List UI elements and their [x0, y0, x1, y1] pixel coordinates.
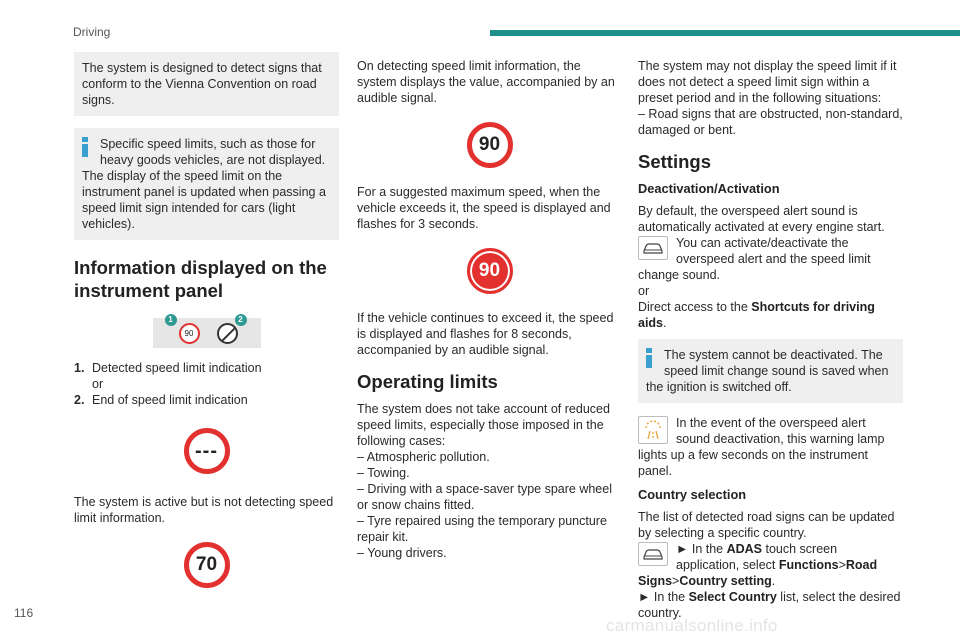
select-country-step: ► In the Select Country list, select the desired country. [638, 590, 901, 620]
info-speed-limits-text: Specific speed limits, such as those for heavy goods vehicles, are not displayed. The display of the speed limit on the instrument panel is updated when passing a speed limit sign intended for cars (light vehicles). [82, 137, 326, 231]
speed-90-flashing-sign-icon: 90 [467, 248, 513, 294]
car-icon [638, 542, 668, 566]
direct-access-text: Direct access to the Shortcuts for driving aids. [638, 300, 875, 330]
column-1 [74, 52, 339, 588]
country-list-text: The list of detected road signs can be updated by selecting a specific country. [638, 510, 895, 540]
obstructed-signs-item: – Road signs that are obstructed, non-standard, damaged or bent. [638, 107, 903, 137]
adas-step: ► In the ADAS touch screen application, select Functions>Road Signs>Country setting. [638, 542, 878, 588]
end-limit-icon [217, 323, 238, 344]
list-item: – Driving with a space-saver type spare wheel or snow chains fitted. [357, 482, 612, 512]
heading-instrument-panel: Information displayed on the instrument panel [74, 257, 327, 301]
note-box-vienna [74, 52, 339, 116]
list-item: 1. Detected speed limit indication [74, 361, 262, 375]
heading-operating-limits: Operating limits [357, 371, 498, 392]
speed-70-sign-icon: 70 [184, 542, 230, 588]
overspeed-warning-lamp-icon [638, 416, 668, 444]
may-not-display-text: The system may not display the speed limit if it does not detect a speed limit sign within a preset period and in the following situations: [638, 59, 897, 105]
car-icon [638, 236, 668, 260]
info-box-speed-limits [74, 128, 339, 240]
header-accent-bar [490, 30, 960, 36]
default-sound-text: By default, the overspeed alert sound is automatically activated at every engine start. [638, 204, 885, 234]
page-number: 116 [14, 606, 34, 620]
info-icon [646, 348, 654, 368]
note-vienna-text: The system is designed to detect signs that conform to the Vienna Convention on road signs. [82, 61, 322, 107]
column-3 [638, 52, 903, 621]
list-item: – Tyre repaired using the temporary puncture repair kit. [357, 514, 607, 544]
watermark: carmanualsonline.info [606, 616, 778, 635]
subheading-country-selection: Country selection [638, 487, 747, 502]
warning-lamp-para: In the event of the overspeed alert sound deactivation, this warning lamp lights up a few seconds on the instrument panel. [638, 416, 885, 478]
section-title: Driving [73, 25, 111, 39]
speed-90-sign-icon: 90 [467, 122, 513, 168]
list-item: 2. End of speed limit indication [74, 393, 248, 407]
list-item: – Towing. [357, 466, 410, 480]
column-2 [357, 52, 622, 561]
cases-list [357, 449, 622, 561]
info-icon [82, 137, 90, 157]
limits-intro-text: The system does not take account of reduced speed limits, especially those imposed in the following cases: [357, 402, 610, 448]
list-item: – Atmospheric pollution. [357, 450, 490, 464]
or-text: or [638, 284, 650, 298]
badge-1: 1 [165, 314, 177, 326]
indication-list [74, 360, 339, 408]
badge-2: 2 [235, 314, 247, 326]
no-limit-sign-icon: --- [184, 428, 230, 474]
continue-exceed-text: If the vehicle continues to exceed it, the speed is displayed and flashes for 8 seconds, accompanied by an audible signal. [357, 311, 614, 357]
list-item: – Young drivers. [357, 546, 447, 560]
heading-settings: Settings [638, 151, 711, 172]
active-not-detecting-text: The system is active but is not detecting speed limit information. [74, 495, 334, 525]
list-item-or: or [92, 377, 104, 391]
activate-para: You can activate/deactivate the overspeed alert and the speed limit change sound. [638, 236, 871, 282]
mini-speed-sign: 90 [179, 323, 200, 344]
subheading-deactivation: Deactivation/Activation [638, 181, 780, 196]
info-box-cannot-deactivate: The system cannot be deactivated. The speed limit change sound is saved when the ignition is switched off. [638, 339, 903, 403]
instrument-panel-illustration [153, 315, 261, 348]
suggested-speed-text: For a suggested maximum speed, when the vehicle exceeds it, the speed is displayed and flashes for 3 seconds. [357, 185, 611, 231]
detect-info-text: On detecting speed limit information, the system displays the value, accompanied by an audible signal. [357, 59, 615, 105]
